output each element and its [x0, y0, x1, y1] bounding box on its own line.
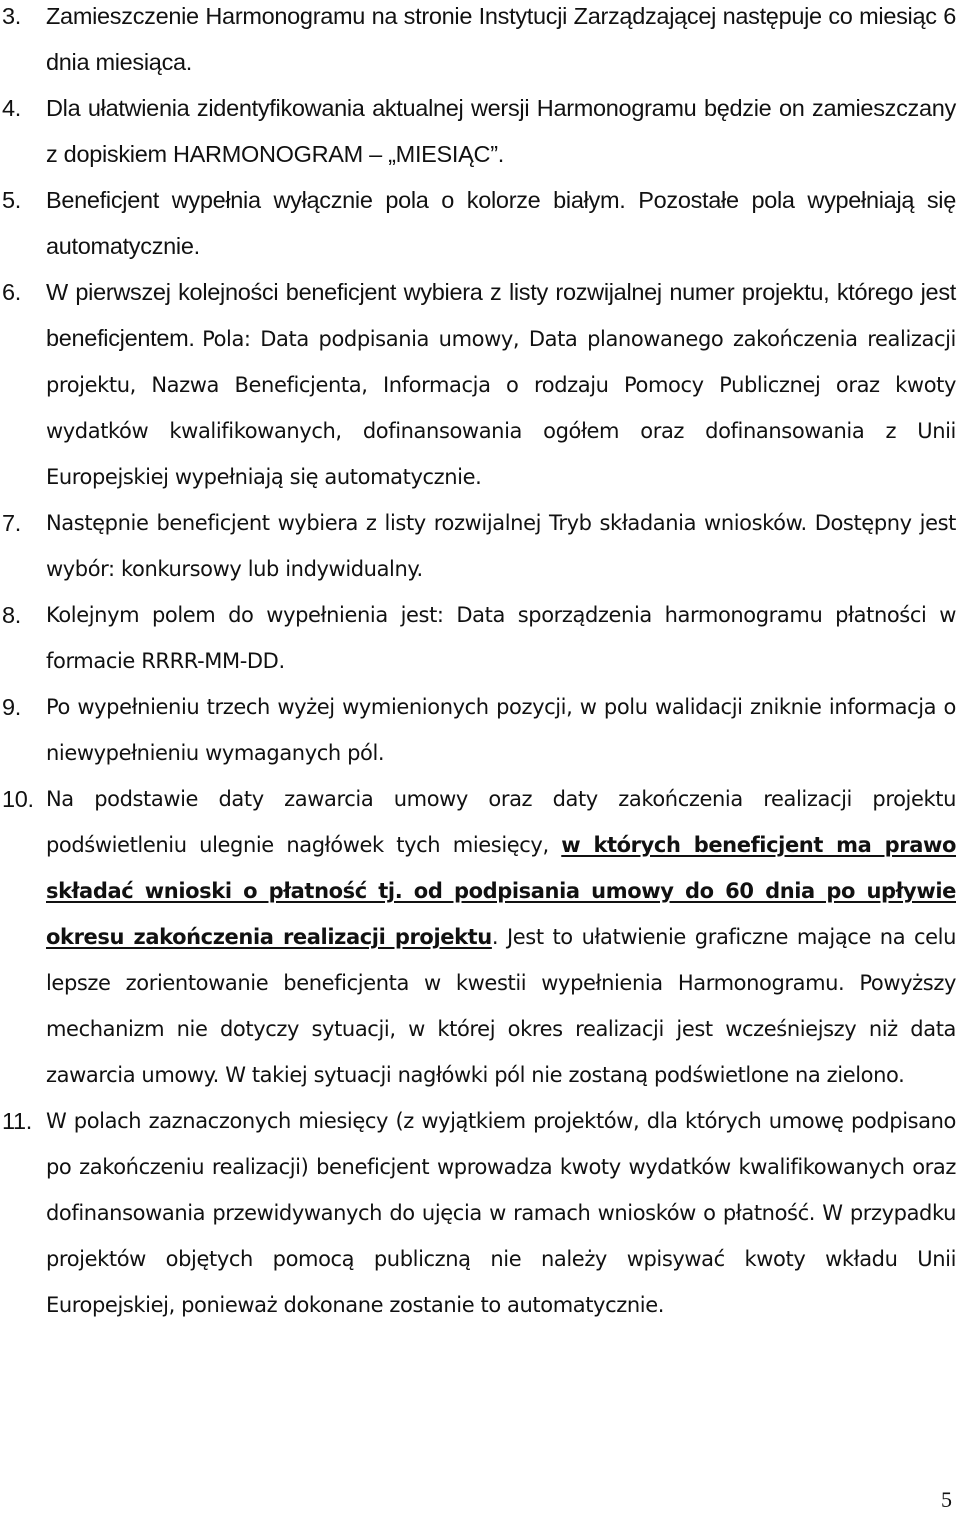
item-text: W polach zaznaczonych miesięcy (z wyjątkiem projektów, dla których umowę podpisano po zakończeniu realizacji) beneficjent wprowadza kwoty wydatków kwalifikowanych oraz dofinansowania przewidywanych do ujęcia w ramach wniosków o płatność. W przypadku projektów objętych pomocą publiczną nie należy wpisywać kwoty wkładu Unii Europejskiej, ponieważ dokonane zostanie to automatycznie. [46, 1109, 956, 1317]
item-text-part-b: Pola: Data podpisania umowy, Data planowanego zakończenia realizacji projektu, Nazwa Beneficjenta, Informacja o rodzaju Pomocy Publicznej oraz kwoty wydatków kwalifikowanych, dofinansowania ogółem oraz dofinansowania z Unii Europejskiej wypełniają się automatycznie. [46, 327, 956, 489]
list-item [0, 684, 956, 776]
list-item [0, 269, 956, 500]
list-item [0, 776, 956, 1098]
list-item [0, 177, 956, 269]
item-text-part-a: Na podstawie daty zawarcia umowy oraz daty zakończenia realizacji projektu podświetleniu ulegnie nagłówek tych miesięcy, [46, 787, 956, 857]
item-number: 4. [2, 95, 21, 121]
item-number: 5. [2, 187, 21, 213]
item-text: Po wypełnieniu trzech wyżej wymienionych pozycji, w polu walidacji zniknie informacja o niewypełnieniu wymaganych pól. [46, 695, 956, 765]
list-item [0, 592, 956, 684]
item-text-part-a: W pierwszej kolejności beneficjent wybiera z listy rozwijalnej numer projektu, którego jest beneficjentem. [46, 279, 956, 351]
item-text-emphasis: w których beneficjent ma prawo składać wnioski o płatność tj. od podpisania umowy do 60 dnia po upływie okresu zakończenia realizacji projektu [46, 833, 956, 949]
page-number: 5 [941, 1487, 952, 1512]
item-text: Zamieszczenie Harmonogramu na stronie Instytucji Zarządzającej następuje co miesiąc 6 dnia miesiąca. [46, 3, 956, 75]
item-text: Beneficjent wypełnia wyłącznie pola o kolorze białym. Pozostałe pola wypełniają się automatycznie. [46, 187, 956, 259]
list-item [0, 85, 956, 177]
item-number: 7. [2, 510, 21, 536]
item-text: Dla ułatwienia zidentyfikowania aktualnej wersji Harmonogramu będzie on zamieszczany z dopiskiem HARMONOGRAM – „MIESIĄC”. [46, 95, 956, 167]
item-number: 6. [2, 279, 21, 305]
item-text: Następnie beneficjent wybiera z listy rozwijalnej Tryb składania wniosków. Dostępny jest wybór: konkursowy lub indywidualny. [46, 511, 956, 581]
item-number: 9. [2, 694, 21, 720]
item-number: 8. [2, 602, 21, 628]
item-text: Kolejnym polem do wypełnienia jest: Data sporządzenia harmonogramu płatności w formacie RRRR-MM-DD. [46, 603, 956, 673]
list-item [0, 0, 956, 85]
item-text-part-c: . Jest to ułatwienie graficzne mające na celu lepsze zorientowanie beneficjenta w kwestii wypełnienia Harmonogramu. Powyższy mechanizm nie dotyczy sytuacji, w której okres realizacji jest wcześniejszy niż data zawarcia umowy. W takiej sytuacji nagłówki pól nie zostaną podświetlone na zielono. [46, 925, 956, 1087]
item-number: 3. [2, 3, 21, 29]
item-number: 10. [2, 786, 34, 812]
list-item [0, 500, 956, 592]
item-number: 11. [2, 1108, 33, 1134]
list-item [0, 1098, 956, 1328]
